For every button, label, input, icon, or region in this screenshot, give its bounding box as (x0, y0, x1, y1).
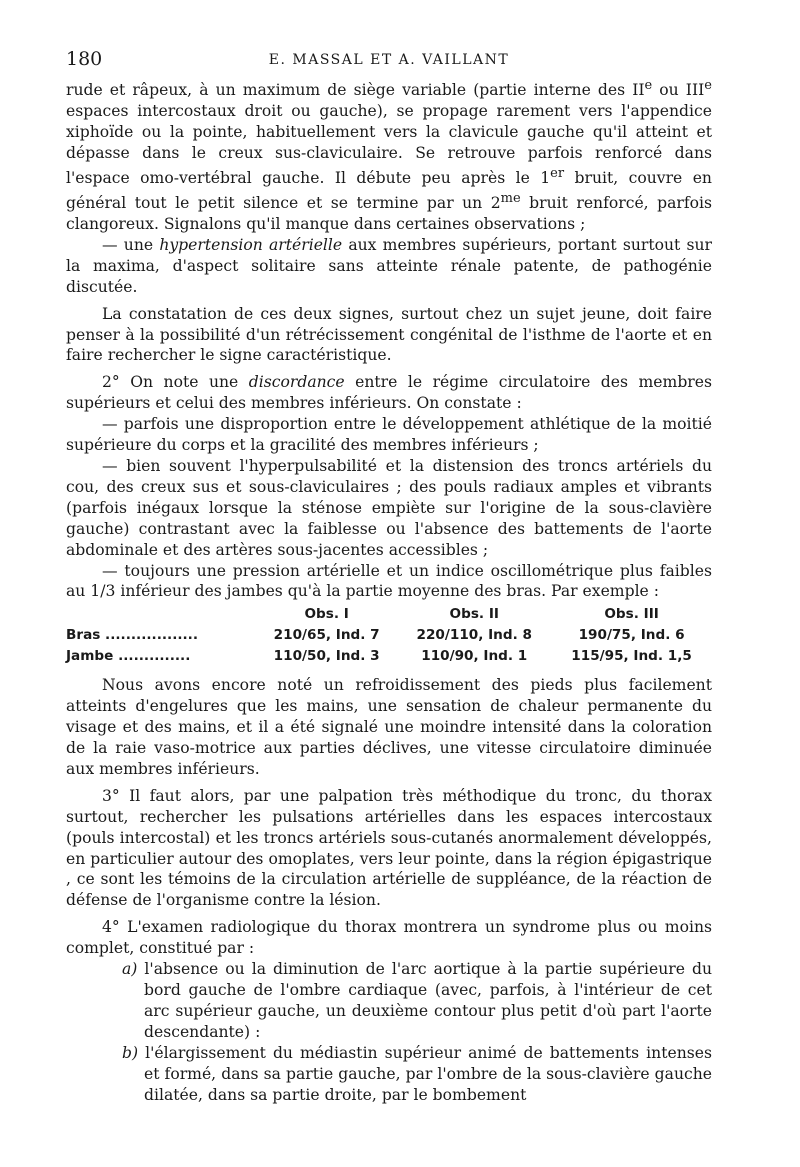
table-cell: 110/90, Ind. 1 (421, 648, 528, 665)
paragraph-disproportion: — parfois une disproportion entre le développement athlétique de la moitié supérieure du corps et la gracilité des membres inférieurs ; (66, 415, 712, 455)
list-item-letter: a) (122, 960, 138, 979)
paragraph-hyperpulsabilite: — bien souvent l'hyperpulsabilité et la distension des troncs artériels du cou, des creux sus et sous-claviculaires ; des pouls radiaux amples et vibrants (parfois inégaux lorsque la sténose empiète sur l'origine de la sous-clavière gauche) contrastant avec la faiblesse ou l'absence des battements de l'aorte abdominale et des artères sous-jacentes accessibles ; (66, 456, 712, 559)
paragraph-pression: — toujours une pression artérielle et un indice oscillométrique plus faibles au 1/3 inférieur des jambes qu'à la partie moyenne des bras. Par exemple : (66, 561, 712, 601)
table-header-row (66, 604, 712, 625)
body-text (66, 76, 712, 1105)
paragraph-refroidissement: Nous avons encore noté un refroidissement des pieds plus facilement atteints d'engelures que les mains, une sensation de chaleur permanente du visage et des mains, et il a été signalé une moindre intensité dans la coloration de la raie vaso-motrice aux parties déclives, une vitesse circulatoire diminuée aux membres inférieurs. (66, 676, 712, 778)
paragraph-murmur: rude et râpeux, à un maximum de siège variable (partie interne des IIe ou IIIe espaces intercostaux droit ou gauche), se propage rarement vers l'appendice xiphoïde ou la pointe, habituellement vers la clavicule gauche qu'il atteint et dépasse dans le creux sus-claviculaire. Se retrouve parfois renforcé dans l'espace omo-vertébral gauche. Il débute peu après le 1er bruit, couvre en général tout le petit silence et se termine par un $2^{me}$ bruit renforcé, parfois clangoreux. Signalons qu'il manque dans certaines observations ; (66, 78, 712, 233)
page-number: 180 (66, 48, 103, 70)
list-item (66, 959, 712, 1043)
table-row-label: Bras .................. (66, 627, 199, 644)
list-item-text: l'élargissement du médiastin supérieur animé de battements intenses et formé, dans sa partie gauche, par l'ombre de la sous-clavière gauche dilatée, dans sa partie droite, par le bombement (138, 1043, 712, 1104)
paragraph-constatation: La constatation de ces deux signes, surtout chez un sujet jeune, doit faire penser à la possibilité d'un rétrécissement congénital de l'isthme de l'aorte et en faire rechercher le signe caractéristique. (66, 304, 712, 365)
list-item (66, 1043, 712, 1106)
table-header-cell: Obs. I (304, 606, 349, 623)
page-header (66, 42, 712, 76)
paragraph-discordance: 2° On note une discordance entre le régime circulatoire des membres supérieurs et celui des membres inférieurs. On constate : (66, 373, 712, 413)
table-cell: 115/95, Ind. 1,5 (571, 648, 692, 665)
table-row (66, 646, 712, 667)
table-cell: 210/65, Ind. 7 (273, 627, 380, 644)
table-row-label: Jambe .............. (66, 648, 191, 665)
list-item-letter: b) (122, 1043, 139, 1062)
paragraph-hypertension: — une hypertension artérielle aux membres supérieurs, portant surtout sur la maxima, d'aspect solitaire sans atteinte rénale patente, de pathogénie discutée. (66, 235, 713, 296)
table-cell: 110/50, Ind. 3 (273, 648, 380, 665)
paragraph-radiologie: 4° L'examen radiologique du thorax montrera un syndrome plus ou moins complet, constitué par : (66, 918, 712, 958)
table-cell: 220/110, Ind. 8 (416, 627, 532, 644)
list-item-text: l'absence ou la diminution de l'arc aortique à la partie supérieure du bord gauche de l'ombre cardiaque (avec, parfois, à l'intérieur de cet arc supérieur gauche, un deuxième contour plus petit d'où part l'aorte descendante) : (137, 960, 712, 1041)
table-header-empty (66, 604, 256, 625)
table-header-cell: Obs. III (604, 606, 659, 623)
paragraph-palpation: 3° Il faut alors, par une palpation très méthodique du tronc, du thorax surtout, rechercher les pulsations artérielles dans les espaces intercostaux (pouls intercostal) et les troncs artériels sous-cutanés anormalement développés, en particulier autour des omoplates, vers leur pointe, dans la région épigastrique , ce sont les témoins de la circulation artérielle de suppléance, de la réaction de défense de l'organisme contre la lésion. (66, 786, 712, 910)
table-header-cell: Obs. II (449, 606, 499, 623)
table-cell: 190/75, Ind. 6 (578, 627, 685, 644)
pressure-table (66, 604, 712, 667)
table-row (66, 625, 712, 646)
running-head: E. MASSAL ET A. VAILLANT (268, 52, 510, 68)
